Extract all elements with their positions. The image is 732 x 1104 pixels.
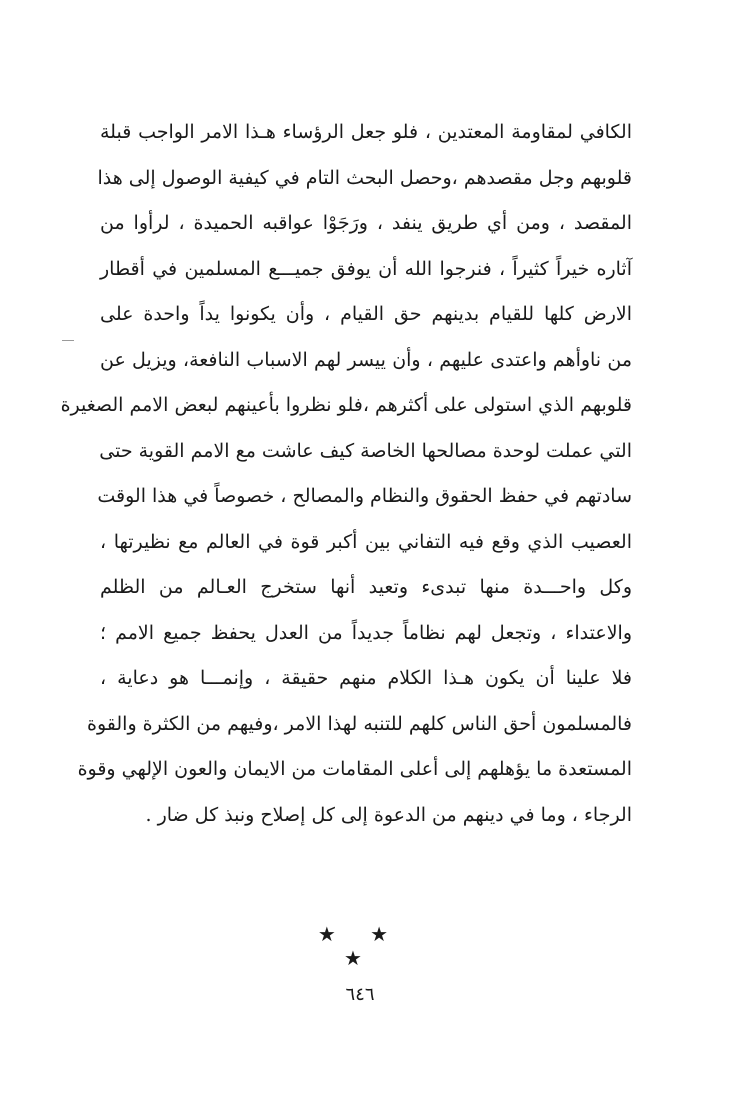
text-line: التي عملت لوحدة مصالحها الخاصة كيف عاشت مع الامم القوية حتى xyxy=(99,439,632,462)
text-line: فلا علينا أن يكون هـذا الكلام منهم حقيقة ، وإنمـــا هو دعاية ، xyxy=(100,667,632,689)
text-line: العصيب الذي وقع فيه التفاني بين أكبر قوة في العالم مع نظيرتها ، xyxy=(100,530,632,553)
text-line: الكافي لمقاومة المعتدين ، فلو جعل الرؤساء هـذا الامر الواجب قبلة xyxy=(100,121,632,143)
text-line: والاعتداء ، وتجعل لهم نظاماً جديداً من العدل يحفظ جميع الامم ؛ xyxy=(100,621,632,644)
text-line: الرجاء ، وما في دينهم من الدعوة إلى كل إصلاح ونبذ كل ضار . xyxy=(145,803,632,826)
margin-mark xyxy=(62,340,74,341)
text-line: آثاره خيراً كثيراً ، فنرجوا الله أن يوفق جميـــع المسلمين في أقطار xyxy=(100,257,632,280)
text-line: وكل واحـــدة منها تبدىء وتعيد أنها ستخرج العـالم من الظلم xyxy=(100,576,632,598)
text-line: المستعدة ما يؤهلهم إلى أعلى المقامات من الايمان والعون الإلهي وقوة xyxy=(77,758,632,780)
text-line: الارض كلها للقيام بدينهم حق القيام ، وأن يكونوا يداً واحدة على xyxy=(100,303,632,325)
text-line: قلوبهم وجل مقصدهم ،وحصل البحث التام في كيفية الوصول إلى هذا xyxy=(97,166,632,189)
section-separator-stars: ★ ★ ★ xyxy=(317,922,403,970)
text-line: فالمسلمون أحق الناس كلهم للتنبه لهذا الامر ،وفيهم من الكثرة والقوة xyxy=(87,712,632,735)
text-line: قلوبهم الذي استولى على أكثرهم ،فلو نظروا بأعينهم لبعض الامم الصغيرة xyxy=(60,394,632,416)
body-text xyxy=(60,110,632,838)
text-line: سادتهم في حفظ الحقوق والنظام والمصالح ، خصوصاً في هذا الوقت xyxy=(97,485,632,507)
text-line: من ناوأهم واعتدى عليهم ، وأن ييسر لهم الاسباب النافعة، ويزيل عن xyxy=(100,348,632,371)
page-number: ٦٤٦ xyxy=(345,984,375,1005)
text-line: المقصد ، ومن أي طريق ينفد ، ورَجَوْا عواقبه الحميدة ، لرأوا من xyxy=(100,212,632,234)
